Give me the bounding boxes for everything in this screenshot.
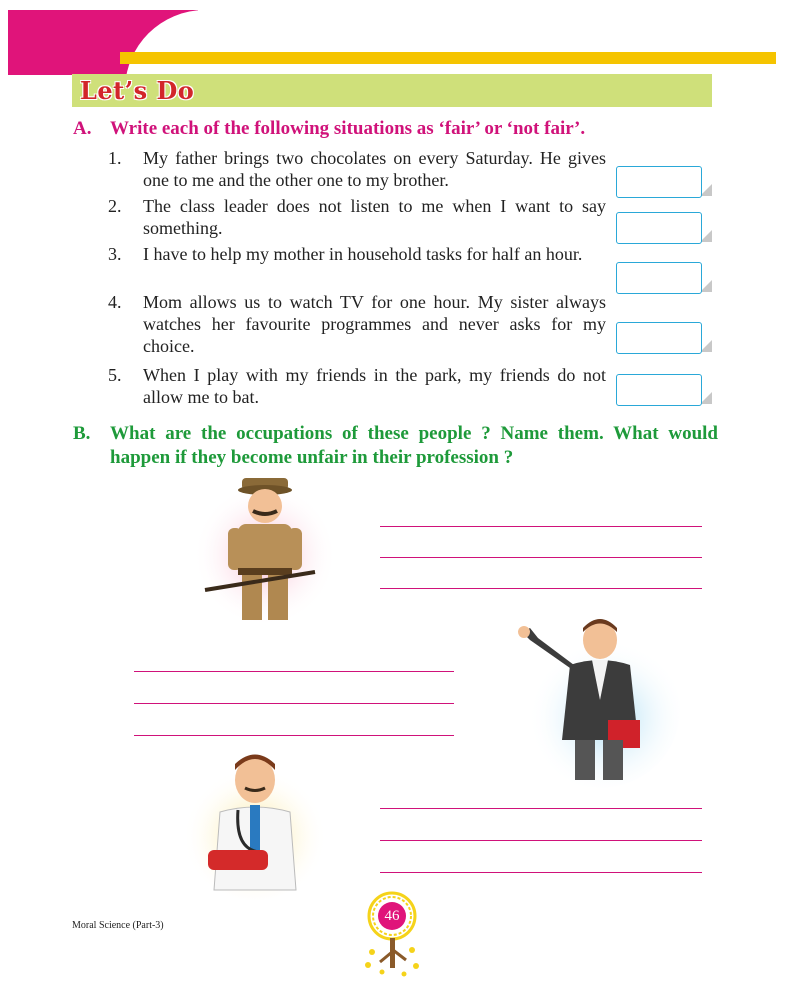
doctor-icon [180, 740, 330, 900]
book-title: Moral Science (Part-3) [72, 920, 164, 931]
item-number: 3. [108, 244, 122, 264]
answer-line[interactable] [380, 840, 702, 841]
item-text: I have to help my mother in household tasks for half an hour. [143, 244, 583, 264]
item-text: Mom allows us to watch TV for one hour. My sister always watches her favourite programmes and never asks for my choice. [143, 292, 606, 356]
item-text: My father brings two chocolates on every Saturday. He gives one to me and the other one to my brother. [143, 148, 606, 190]
answer-line[interactable] [134, 671, 454, 672]
section-a-instruction: Write each of the following situations as ‘fair’ or ‘not fair’. [110, 118, 586, 139]
answer-box-3[interactable] [616, 262, 702, 294]
answer-line[interactable] [380, 526, 702, 527]
section-a-letter: A. [73, 118, 92, 139]
item-number: 5. [108, 365, 122, 385]
page-title: Let’s Do [80, 76, 195, 105]
answer-box-4[interactable] [616, 322, 702, 354]
answer-box-1[interactable] [616, 166, 702, 198]
section-b-heading [73, 422, 723, 482]
answer-line[interactable] [380, 808, 702, 809]
answer-line[interactable] [380, 872, 702, 873]
answer-line[interactable] [134, 703, 454, 704]
item-text: When I play with my friends in the park, my friends do not allow me to bat. [143, 365, 606, 407]
lawyer-icon [500, 610, 680, 790]
answer-line[interactable] [380, 588, 702, 589]
answer-box-2[interactable] [616, 212, 702, 244]
item-number: 4. [108, 292, 122, 312]
item-number: 1. [108, 148, 122, 168]
item-number: 2. [108, 196, 122, 216]
answer-line[interactable] [380, 557, 702, 558]
header-rule [120, 52, 776, 64]
answer-box-5[interactable] [616, 374, 702, 406]
answer-line[interactable] [134, 735, 454, 736]
item-text: The class leader does not listen to me when I want to say something. [143, 196, 606, 238]
policeman-icon [190, 470, 340, 630]
section-b-instruction: What are the occupations of these people ? Name them. What would happen if they become unfair in their profession ? [110, 423, 718, 468]
page-number: 46 [378, 902, 406, 930]
section-b-letter: B. [73, 423, 91, 444]
